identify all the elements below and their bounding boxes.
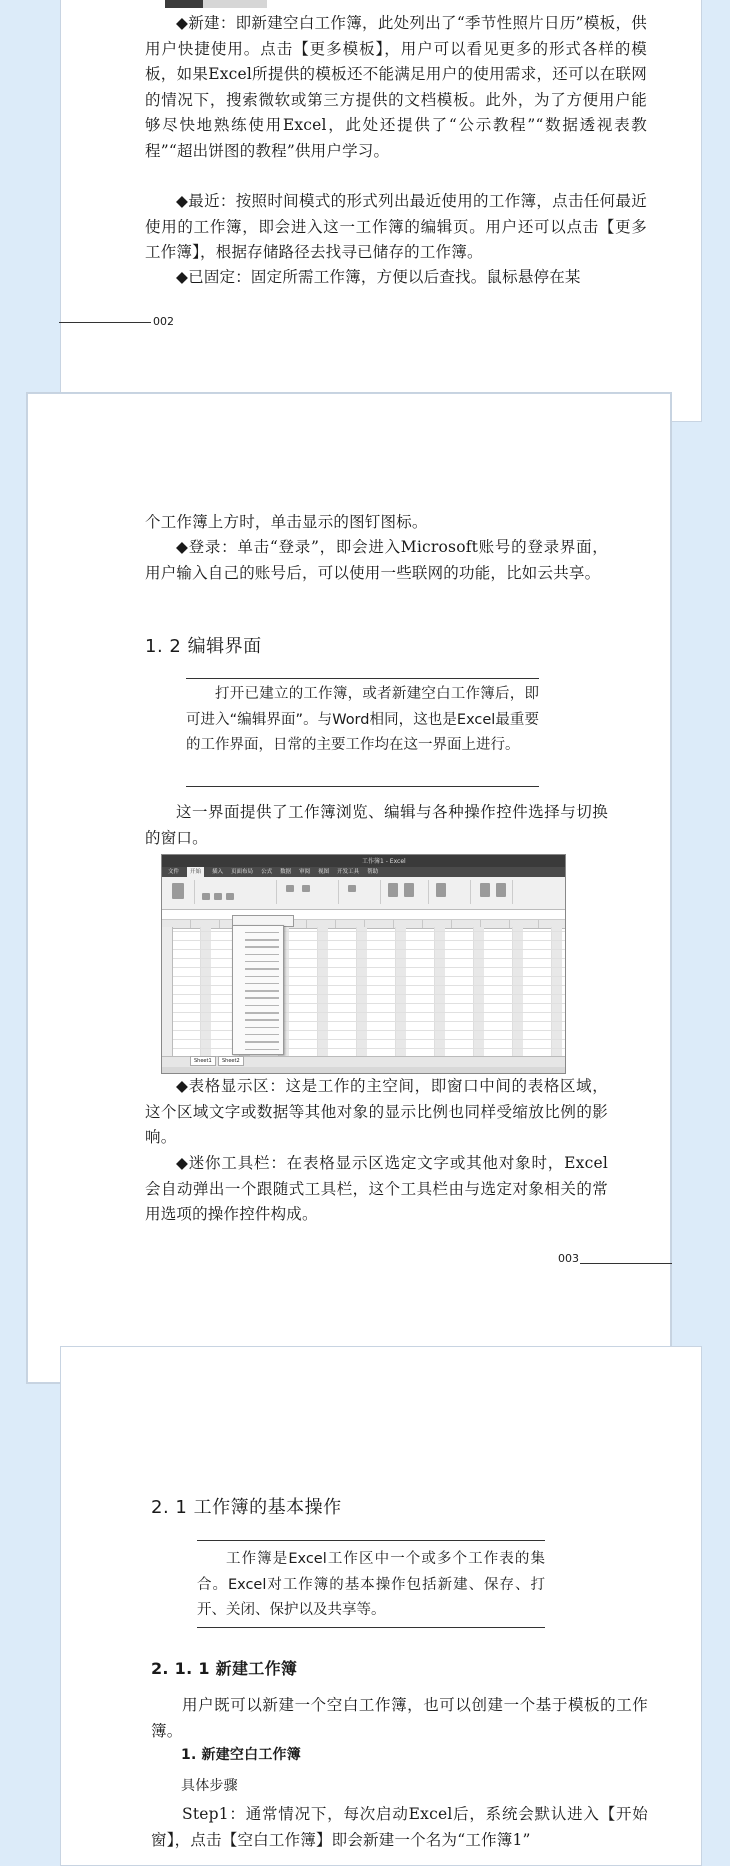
item-title: 1. 新建空白工作簿 (181, 1747, 301, 1763)
paragraph-mini-toolbar: ◆迷你工具栏：在表格显示区选定文字或其他对象时，Excel会自动弹出一个跟随式工具栏，这个工具栏由与选定对象相关的常用选项的操作控件构成。 (145, 1154, 608, 1224)
paragraph-continuation: 个工作簿上方时，单击显示的图钉图标。 (145, 513, 428, 531)
steps-label: 具体步骤 (181, 1778, 238, 1794)
abstract-text: 打开已建立的工作簿，或者新建空白工作簿后，即可进入“编辑界面”。与Word相同，这也是Excel最重要的工作界面，日常的主要工作均在这一界面上进行。 (186, 686, 539, 754)
excel-screenshot (161, 854, 566, 1074)
footer-rule (59, 322, 151, 323)
paragraph-login: ◆登录：单击“登录”，即会进入Microsoft账号的登录界面，用户输入自己的账号后，可以使用一些联网的功能，比如云共享。 (145, 538, 608, 582)
wrap-icon (302, 885, 310, 892)
excel-tab: 数据 (280, 869, 292, 875)
abstract-bottom-rule (197, 1627, 545, 1628)
excel-formula-bar (162, 910, 565, 920)
page-004 (60, 1346, 702, 1866)
excel-sheet-bar (162, 1056, 565, 1067)
top-image-strip-dark (165, 0, 203, 8)
conditional-format-icon (388, 883, 398, 897)
excel-tab: 开发工具 (337, 869, 360, 875)
excel-tab: 插入 (212, 869, 224, 875)
excel-ribbon-tabs (162, 867, 565, 877)
find-icon (496, 883, 506, 897)
excel-cell-grid (162, 927, 565, 1057)
paragraph-step1: Step1：通常情况下，每次启动Excel后，系统会默认进入【开始窗】，点击【空白工作簿】即会新建一个名为“工作簿1” (151, 1805, 648, 1849)
sort-filter-icon (480, 883, 490, 897)
page-003 (27, 393, 671, 1383)
italic-icon (214, 893, 222, 900)
excel-tab: 帮助 (367, 869, 379, 875)
abstract-top-rule (197, 1540, 545, 1541)
abstract-top-rule (186, 678, 539, 679)
align-icon (286, 885, 294, 892)
bold-icon (202, 893, 210, 900)
excel-context-menu (232, 925, 284, 1055)
section-heading: 2. 1 工作簿的基本操作 (151, 1497, 342, 1518)
paragraph-table-area: ◆表格显示区：这是工作的主空间，即窗口中间的表格区域，这个区域文字或数据等其他对象的显示比例也同样受缩放比例的影响。 (145, 1077, 608, 1147)
number-format-icon (348, 885, 356, 892)
sheet-tab: Sheet2 (218, 1056, 244, 1066)
excel-tab-home: 开始 (187, 867, 204, 877)
paragraph-pinned: ◆已固定：固定所需工作簿，方便以后查找。鼠标悬停在某 (176, 268, 581, 286)
underline-icon (226, 893, 234, 900)
insert-icon (436, 883, 446, 897)
sheet-tab: Sheet1 (190, 1056, 216, 1066)
excel-tab: 视图 (318, 869, 330, 875)
subsection-heading: 2. 1. 1 新建工作簿 (151, 1659, 298, 1678)
page-002 (60, 0, 702, 422)
excel-ribbon (162, 877, 565, 910)
paragraph-recent: ◆最近：按照时间模式的形式列出最近使用的工作簿，点击任何最近使用的工作簿，即会进入这一工作簿的编辑页。用户还可以点击【更多工作簿】，根据存储路径去找寻已储存的工作簿。 (145, 192, 647, 262)
page-number: 002 (153, 315, 174, 328)
abstract-text: 工作簿是Excel工作区中一个或多个工作表的集合。Excel对工作簿的基本操作包括新建、保存、打开、关闭、保护以及共享等。 (197, 1551, 545, 1619)
excel-tab: 审阅 (299, 869, 311, 875)
page-number: 003 (558, 1252, 579, 1265)
excel-row-headers (162, 927, 173, 1057)
footer-rule (580, 1263, 672, 1264)
table-format-icon (404, 883, 414, 897)
excel-tab: 文件 (168, 869, 180, 875)
abstract-bottom-rule (186, 786, 539, 787)
paragraph-intro: 用户既可以新建一个空白工作簿，也可以创建一个基于模板的工作簿。 (151, 1696, 648, 1740)
excel-status-bar (162, 1067, 565, 1073)
paragraph-new: ◆新建：即新建空白工作簿，此处列出了“季节性照片日历”模板，供用户快捷使用。点击【更多模板】，用户可以看见更多的形式各样的模板，如果Excel所提供的模板还不能满足用户的使用需求，还可以在联网的情况下，搜索微软或第三方提供的文档模板。此外，为了方便用户能够尽快地熟练使用Excel，此处还提供了“公示教程”“数据透视表教程”“超出饼图的教程”供用户学习。 (145, 14, 647, 160)
section-heading: 1. 2 编辑界面 (145, 636, 262, 657)
excel-title-bar: 工作簿1 - Excel (162, 855, 565, 867)
excel-tab: 公式 (261, 869, 273, 875)
paste-icon (172, 883, 184, 899)
paragraph-intro: 这一界面提供了工作簿浏览、编辑与各种操作控件选择与切换的窗口。 (145, 803, 608, 847)
excel-tab: 页面布局 (231, 869, 254, 875)
